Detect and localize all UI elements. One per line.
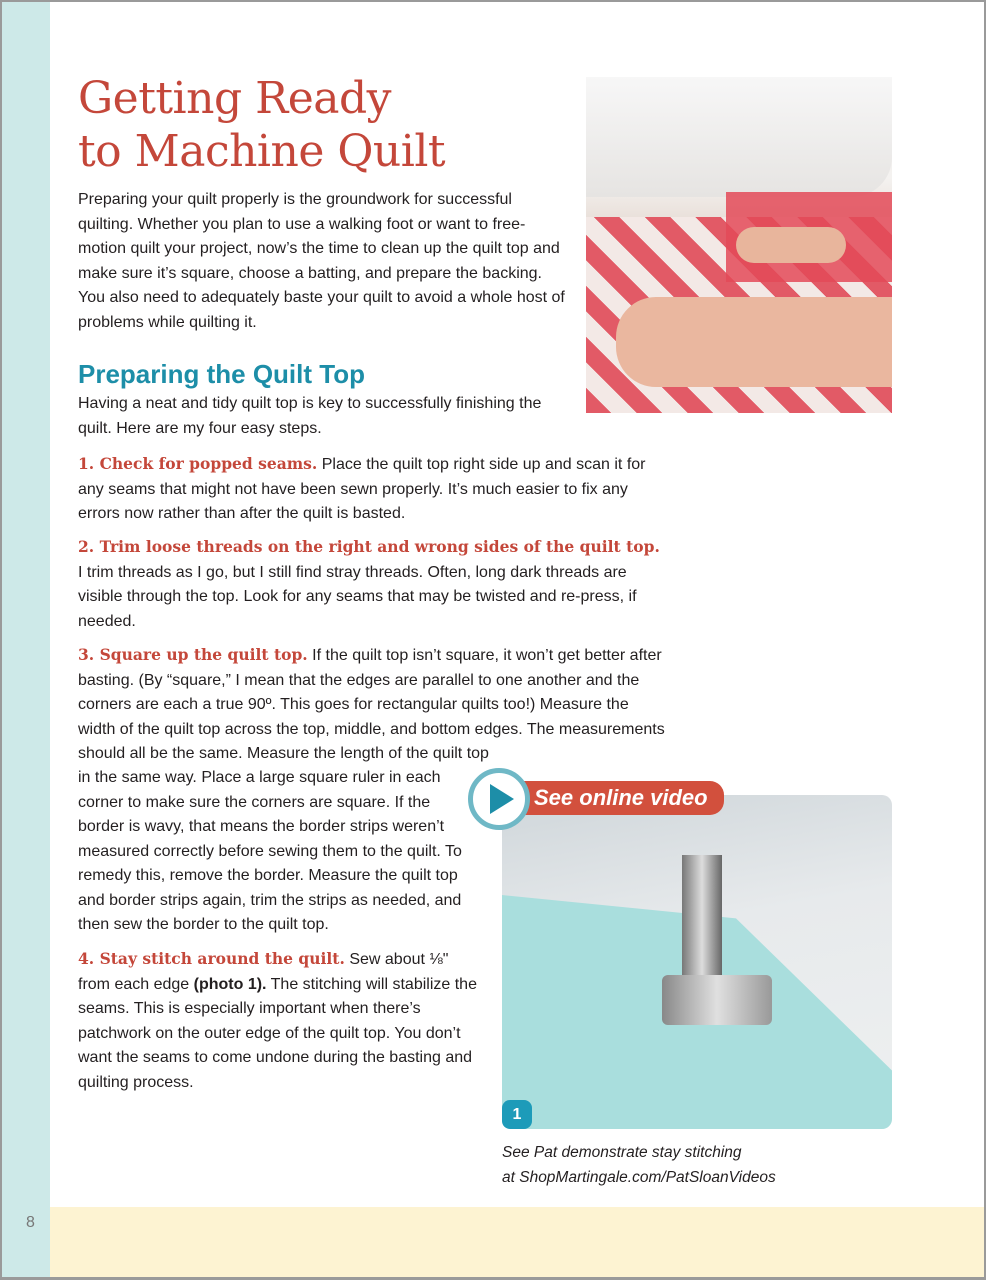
stay-stitching-photo [502,795,892,1129]
step-3-continued: in the same way. Place a large square ruler in each corner to make sure the corners are square. If the border is wavy, that means the border strips weren’t measured correctly before sewing them to the quilt. To remedy this, remove the border. Measure the quilt top and border strips again, trim the strips as needed, and then sew the border to the quilt top. [78,769,462,933]
step-1-heading: 1. Check for popped seams. [78,454,318,473]
step-4-heading: 4. Stay stitch around the quilt. [78,949,345,968]
quilting-photo [586,77,892,413]
play-video-button[interactable] [468,768,530,830]
title-line-2: to Machine Quilt [78,126,446,177]
step-1-text: Place the quilt top right side up and scan it for any seams that might not have been sewn properly. It’s much easier to fix any errors now rather than after the quilt is basted. [78,456,646,522]
page [2,2,984,1277]
footer-band [50,1207,984,1277]
step-4 [78,947,480,1095]
step-2 [78,535,668,634]
section-intro: Having a neat and tidy quilt top is key to successfully finishing the quilt. Here are my four easy steps. [78,395,542,437]
side-stripe [2,2,50,1277]
play-icon [490,784,514,814]
step-2-text: I trim threads as I go, but I still find stray threads. Often, long dark threads are visible through the top. Look for any seams that may be twisted and re-press, if needed. [78,563,637,630]
step-2-heading: 2. Trim loose threads on the right and wrong sides of the quilt top. [78,537,660,556]
title-line-1: Getting Ready [78,73,392,124]
caption-line-1: See Pat demonstrate stay stitching [502,1144,742,1161]
page-number: 8 [26,1214,35,1231]
intro-paragraph: Preparing your quilt properly is the groundwork for successful quilting. Whether you plan to use a walking foot or want to free-motion quilt your project, now’s the time to clean up the quilt top and make sure it’s square, choose a batting, and prepare the backing. You also need to adequately baste your quilt to avoid a whole host of problems while quilting it. [78,191,565,331]
step-4-text-2: The stitching will stabilize the seams. This is especially important when there’s patchwork on the outer edge of the quilt top. You don’t want the seams to come undone during the basting and quilting process. [78,975,477,1091]
photo-number-badge: 1 [502,1100,532,1129]
step-1 [78,452,668,527]
caption-url[interactable]: at ShopMartingale.com/PatSloanVideos [502,1169,776,1186]
photo-caption [502,1140,776,1190]
photo-reference: (photo 1). [193,975,267,993]
page-title [78,72,445,178]
step-3-heading: 3. Square up the quilt top. [78,645,308,664]
see-online-video-link[interactable]: See online video [510,781,724,815]
section-heading: Preparing the Quilt Top [78,359,365,389]
step-3 [78,643,668,767]
step-4-text: Sew about ⅛" from each edge [78,951,449,993]
step-3-text: If the quilt top isn’t square, it won’t get better after basting. (By “square,” I mean that the edges are parallel to one another and the corners are each a true 90º. This goes for rectangular quilts too!) Measure the width of the quilt top across the top, middle, and bottom edges. The measurements should all be the same. Measure the length of the quilt top [78,647,665,762]
